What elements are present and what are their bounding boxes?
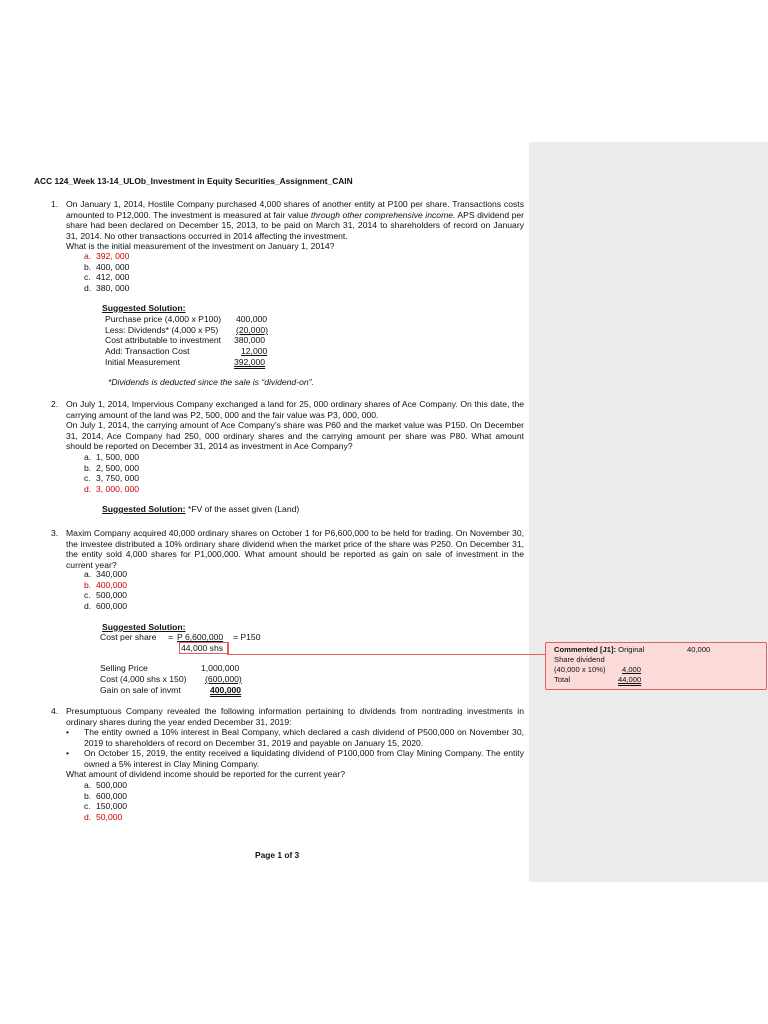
q1-sol-row-2-value: (20,000) (236, 325, 269, 335)
question-4-prompt: What amount of dividend income should be reported for the current year? (66, 769, 345, 779)
option-2c[interactable]: c. 3, 750, 000 (84, 473, 140, 484)
option-1a[interactable]: a. 392, 000 (84, 251, 130, 261)
question-1-number: 1. (51, 199, 59, 209)
comment-margin-pane (529, 142, 768, 882)
q1-sol-row-5-value: 392,000 (234, 357, 266, 367)
question-1-text-part1: On January 1, 2014, Hostile Company purchased 4,000 shares of another entity at P100 per share. Transactions costs amounted to P12,000. The investment is measured at fair value (66, 199, 524, 220)
question-1-text-part2: APS dividend per share had been declared on December 15, 2013, to be paid on March 31, 2014 to shareholders of record on January 31, 2014. No other transactions occurred in 2014 affecting the investment. (66, 209, 524, 241)
question-3-number: 3. (51, 528, 59, 538)
q3-row-1-label: Selling Price (100, 663, 148, 673)
question-1-solution-title: Suggested Solution: (102, 303, 186, 313)
question-2-options (84, 452, 139, 494)
option-1d[interactable]: d. 380, 000 (84, 282, 130, 293)
bullet-dot-2: • (66, 748, 70, 758)
q1-sol-row-1-value: 400,000 (236, 314, 268, 324)
question-1-options (84, 251, 129, 293)
cost-per-share-label: Cost per share (100, 632, 157, 642)
cost-per-share-result: = P150 (233, 632, 261, 642)
bullet-dot-1: • (66, 727, 70, 737)
comment-balloon[interactable] (545, 642, 767, 690)
option-2a[interactable]: a. 1, 500, 000 (84, 452, 140, 462)
comment-author: Commented [J1]: (554, 645, 617, 654)
option-3d[interactable]: d. 600,000 (84, 600, 128, 611)
comment-connector-line (227, 654, 545, 655)
question-4-number: 4. (51, 706, 59, 716)
option-1c[interactable]: c. 412, 000 (84, 272, 130, 283)
comment-total-value: 44,000 (618, 675, 642, 684)
question-3-options (84, 569, 127, 611)
comment-original-value: 40,000 (687, 645, 711, 654)
option-4b[interactable]: b. 600,000 (84, 790, 128, 801)
cost-per-share-numerator: P 6,600,000 (177, 632, 224, 642)
comment-connector-tick (227, 643, 228, 654)
comment-line-3-label: (40,000 x 10%) (554, 665, 606, 674)
question-2-text (66, 399, 524, 452)
question-4-text: Presumptuous Company revealed the following information pertaining to dividends from nontrading investments in ordinary shares during the year ended December 31, 2019: (66, 706, 524, 727)
comment-line-2: Share dividend (554, 655, 605, 664)
option-3b[interactable]: b. 400,000 (84, 579, 128, 590)
question-2-text-part1: On July 1, 2014, Impervious Company exchanged a land for 25, 000 ordinary shares of Ace Company. On this date, the carrying amount of the land was P2, 500, 000 and the fair value was P3, 000, 000. (66, 399, 524, 420)
q3-row-2-value: (600,000) (205, 674, 242, 684)
page-number-footer: Page 1 of 3 (255, 850, 300, 860)
q3-row-3-label: Gain on sale of invmt (100, 685, 181, 695)
option-3c[interactable]: c. 500,000 (84, 590, 128, 601)
question-2-solution (102, 504, 299, 515)
option-4c[interactable]: c. 150,000 (84, 801, 128, 812)
question-2-number: 2. (51, 399, 59, 409)
question-3-text: Maxim Company acquired 40,000 ordinary shares on October 1 for P6,600,000 to be held for trading. On November 30, the investee distributed a 10% ordinary share dividend when the market price of the share was P250. On December 31, the entity sold 4,000 shares for P1,000,000. What amount should be reported as gain on sale of investment in the current year? (66, 528, 524, 570)
option-4d[interactable]: d. 50,000 (84, 811, 123, 822)
question-3-solution-title: Suggested Solution: (102, 622, 186, 632)
question-2-solution-title: Suggested Solution: (102, 504, 186, 514)
option-4a[interactable]: a. 500,000 (84, 780, 128, 790)
q1-sol-row-4-value: 12,000 (241, 346, 268, 356)
comment-original-label: Original (618, 645, 645, 654)
cost-per-share-equals: = (168, 632, 174, 642)
comment-header (554, 645, 644, 654)
q1-sol-row-4-label: Add: Transaction Cost (105, 346, 190, 356)
q1-sol-row-1-label: Purchase price (4,000 x P100) (105, 314, 222, 324)
q1-sol-row-3-label: Cost attributable to investment (105, 335, 222, 345)
document-title: ACC 124_Week 13-14_ULOb_Investment in Equity Securities_Assignment_CAIN (34, 176, 353, 186)
question-2-solution-text: *FV of the asset given (Land) (185, 504, 300, 514)
question-4-bullet-1: The entity owned a 10% interest in Beal Company, which declared a cash dividend of P500,000 on November 30, 2019 to shareholders of record on December 31, 2019 and payable on January 15, 2020. (84, 727, 524, 748)
option-1b[interactable]: b. 400, 000 (84, 261, 130, 272)
comment-total-label: Total (554, 675, 571, 684)
comment-line-3-value: 4,000 (622, 665, 642, 674)
q1-sol-row-5-label: Initial Measurement (105, 357, 180, 367)
question-1-prompt: What is the initial measurement of the investment on January 1, 2014? (66, 241, 335, 252)
question-1-text-italic: through other comprehensive income. (310, 209, 456, 220)
q1-sol-row-3-value: 380,000 (234, 335, 266, 345)
question-4-options (84, 780, 127, 822)
q1-sol-row-2-label: Less: Dividends* (4,000 x P5) (105, 325, 219, 335)
option-2b[interactable]: b. 2, 500, 000 (84, 462, 140, 473)
question-2-text-part2: On July 1, 2014, the carrying amount of Ace Company’s share was P60 and the market value was P150. On December 31, 2014, Ace Company had 250, 000 ordinary shares and the carrying amount per share was P80. What amount should be reported on December 31, 2014 as investment in Ace Company? (66, 420, 524, 452)
option-2d[interactable]: d. 3, 000, 000 (84, 483, 140, 494)
question-1-note: *Dividends is deducted since the sale is “dividend-on”. (108, 377, 314, 387)
q3-row-1-value: 1,000,000 (201, 663, 240, 673)
question-1-text (66, 199, 524, 252)
option-3a[interactable]: a. 340,000 (84, 569, 128, 579)
cost-per-share-denominator: 44,000 shs (181, 643, 224, 653)
q3-row-2-label: Cost (4,000 shs x 150) (100, 674, 187, 684)
q3-row-3-value: 400,000 (210, 685, 242, 695)
question-4-bullet-2: On October 15, 2019, the entity received a liquidating dividend of P100,000 from Clay Mining Company. The entity owned a 5% interest in Clay Mining Company. (84, 748, 524, 769)
